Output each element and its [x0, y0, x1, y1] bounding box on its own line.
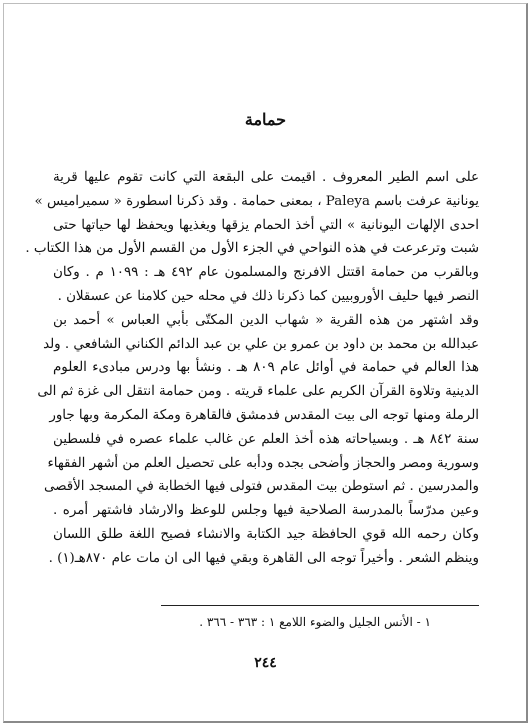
text-line: وقد اشتهر من هذه القرية « شهاب الدين المكتّى بأبي العباس » أحمد بن [53, 312, 479, 328]
text-line: وينظم الشعر . وأخيراً توجه الى القاهرة وبقي فيها الى ان مات عام ٨٧٠هـ(١) . [48, 550, 479, 566]
text-line: الرملة ومنها توجه الى بيت المقدس فدمشق فالقاهرة ومكة المكرمة وبها جاور [49, 407, 479, 423]
text-line: هذا العالم في حمامة في أوائل عام ٨٠٩ هـ . ونشأ بها ودرس مبادىء العلوم [53, 360, 479, 376]
text-line: النصر فيها حليف الأوروبيين كما ذكرنا ذلك في محله حين كلامنا عن عسقلان . [57, 288, 479, 304]
text-line: والمدرسين . ثم استوطن بيت المقدس فتولى فيها الخطابة في المسجد الأقصى [44, 479, 479, 495]
text-line: على اسم الطير المعروف . اقيمت على البقعة التي كانت تقوم عليها قرية [53, 170, 479, 185]
footnote-divider [161, 605, 479, 606]
text-line: وكان رحمه الله قوي الحافظة جيد الكتابة والانشاء فصيح اللغة طلق اللسان [53, 526, 479, 542]
text-line: شبت وترعرعت في هذه النواحي في الجزء الأول من القسم الأول من هذا الكتاب . [25, 241, 479, 257]
text-line: عبدالله بن محمد بن داود بن عمرو بن علي بن عبد الدائم الكناني الشافعي . ولد [43, 336, 479, 352]
text-line: وسورية ومصر والحجاز وأضحى بجده ودأبه على تحصيل العلم من أشهر الفقهاء [47, 455, 479, 471]
page-number: ٢٤٤ [254, 655, 277, 671]
text-line: وعين مدرّساً بالمدرسة الصلاحية فيها وجلس للوعظ والارشاد فاشتهر أمره . [53, 503, 479, 519]
text-line: سنة ٨٤٢ هـ . وبسياحاته هذه أخذ العلم عن غالب علماء عصره في فلسطين [53, 431, 480, 447]
footnote: ١ - الأنس الجليل والضوء اللامع ١ : ٣٦٣ - ٣٦٦ . [199, 615, 431, 629]
page-title: حمامة [244, 110, 287, 129]
text-line: الدينية وتلاوة القرآن الكريم على علماء قريته . ومن حمامة انتقل الى غزة ثم الى [37, 384, 479, 400]
body-text [25, 166, 480, 571]
text-line: احدى الإلهات اليونانية » التي أخذ الحمام يزقها ويغذيها ويحفظ لها حياتها حتى [53, 217, 479, 233]
text-line: وبالقرب من حمامة اقتتل الافرنج والمسلمون عام ٤٩٢ هـ : ١٠٩٩ م . وكان [53, 265, 479, 281]
text-line: يونانية عرفت باسم Paleya ، بمعنى حمامة . وقد ذكرنا اسطورة « سميراميس » [34, 193, 479, 209]
